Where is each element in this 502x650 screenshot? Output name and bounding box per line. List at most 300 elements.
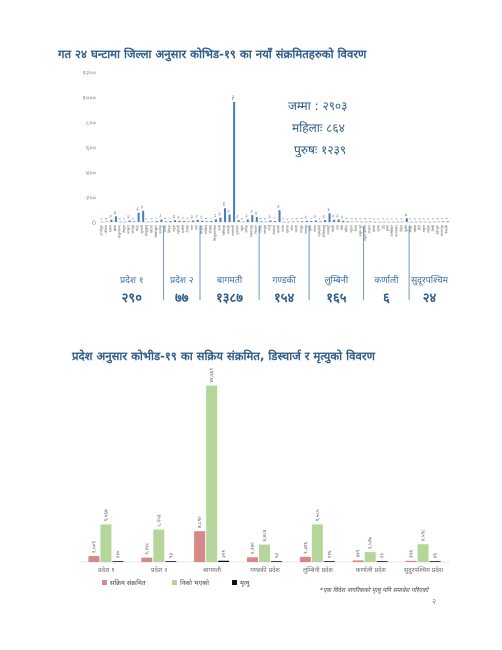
district-name-label: बारा (190, 225, 195, 230)
district-bar (438, 222, 440, 223)
province-name: लुम्बिनी (324, 276, 349, 286)
district-name-label: तेह्रथुम (122, 225, 126, 233)
status-bar (353, 560, 364, 562)
district-name-label: सप्तरी (162, 225, 167, 233)
summary-total: जम्मा : २९०३ (288, 99, 348, 113)
district-name-label: सुनसरी (140, 225, 145, 234)
district-bar (233, 102, 235, 222)
district-bar (392, 222, 394, 223)
district-bar (242, 222, 244, 223)
district-value-label: २ (422, 218, 426, 220)
district-value-label: २ (122, 218, 126, 220)
district-name-label: मोरङ (135, 225, 140, 232)
district-bar (369, 221, 371, 222)
legend-label: सक्रिय संक्रमित (110, 579, 146, 587)
district-bar (201, 221, 203, 222)
district-value-label: १० (176, 215, 181, 219)
district-value-label: ३ (417, 217, 422, 220)
district-name-label: भक्तपुर (226, 225, 231, 235)
district-name-label: रुकुम पूर्व (358, 225, 363, 237)
district-bar (129, 221, 131, 223)
district-bar (292, 221, 294, 222)
status-bar (153, 530, 164, 562)
district-name-label: सर्लाही (181, 225, 186, 233)
status-bar (112, 561, 123, 562)
district-name-label: कञ्चनपुर (440, 225, 445, 237)
province-name: प्रदेश १ (120, 276, 144, 286)
district-bar (360, 222, 362, 223)
district-value-label: ११० (222, 201, 226, 207)
district-name-label: रोल्पा (353, 225, 358, 232)
district-name-label: गोरखा (258, 225, 263, 233)
district-name-label: नवलपुर (303, 225, 308, 235)
status-bar (88, 556, 99, 562)
district-bar (274, 221, 276, 222)
province-name: सुदूरपश्चिम (411, 276, 449, 286)
district-value-label: १२ (190, 215, 195, 219)
district-bar (333, 220, 335, 222)
district-value-label: १२ (267, 215, 272, 219)
district-value-label: ८ (153, 217, 158, 219)
province-name: प्रदेश २ (170, 276, 194, 286)
district-name-label: उदयपुर (158, 225, 163, 234)
district-value-label: २ (281, 218, 286, 220)
district-bar (219, 218, 221, 222)
district-name-label: भोजपुर (131, 225, 136, 234)
district-bar (297, 222, 299, 223)
status-value-label: ३५६ (408, 550, 415, 558)
district-value-label: ३ (240, 217, 245, 220)
district-bar (351, 222, 353, 223)
district-name-label: स्याङ्जा (272, 225, 276, 235)
district-value-label: १ (385, 218, 390, 220)
district-value-label: २० (335, 214, 340, 218)
chart1-category-labels (99, 224, 448, 241)
district-value-label: २० (158, 214, 163, 218)
district-name-label: बझाङ (412, 225, 417, 233)
district-name-label: डोल्पा (372, 225, 376, 232)
district-name-label: सुर्खेत (403, 225, 408, 232)
district-bar (419, 222, 421, 223)
y-tick-label: १२०० (82, 69, 96, 77)
y-tick-label: १००० (82, 94, 96, 102)
district-name-label: रसुवा (240, 225, 245, 232)
district-name-label: संखुवासभा (117, 225, 122, 239)
district-name-label: अर्घाखाँची (317, 225, 322, 237)
district-name-label: दार्चुला (426, 225, 431, 233)
legend-swatch (232, 580, 237, 585)
district-value-label: २० (244, 214, 249, 218)
district-value-label: १२ (126, 215, 131, 219)
district-name-label: इलाम (108, 225, 113, 232)
province-total: १५४ (273, 291, 295, 306)
status-value-label: ११६ (326, 550, 333, 559)
district-name-label: दैलेख (399, 225, 404, 232)
district-name-label: धनुषा (172, 225, 176, 232)
district-value-label: १ (390, 218, 395, 220)
summary-male: पुरुषः १२३९ (294, 143, 347, 157)
province-status-chart (71, 349, 450, 594)
y-tick-label: ४०० (85, 169, 96, 177)
province-category-label: सुदुरपश्चिम प्रदेश (404, 567, 444, 574)
chart1-data-labels (99, 95, 448, 220)
district-bar (447, 221, 449, 222)
district-bar (251, 215, 253, 222)
province-total: ७७ (175, 291, 189, 306)
district-value-label: २ (399, 218, 404, 220)
status-bar (377, 561, 388, 562)
district-value-label: १ (426, 218, 431, 220)
district-bar (169, 221, 171, 222)
district-bar (347, 221, 349, 222)
status-bar (259, 545, 270, 562)
district-bar (315, 221, 317, 223)
chart1-province-totals (120, 226, 449, 306)
district-bar (388, 222, 390, 223)
status-value-label: ४४,६६९ (209, 367, 216, 383)
district-bar (338, 220, 340, 223)
province-name: बागमती (216, 276, 243, 286)
district-bar (247, 220, 249, 223)
status-value-label: ४४९ (355, 549, 362, 558)
district-bar (410, 222, 412, 223)
status-bar (100, 524, 111, 562)
district-value-label: ७५ (135, 207, 140, 211)
district-value-label: ६ (203, 217, 208, 220)
summary-female: महिलाः ८६४ (292, 121, 345, 135)
district-bar (269, 221, 271, 223)
district-name-label: खोटाङ (149, 225, 154, 234)
province-category-label: प्रदेश २ (151, 567, 168, 574)
district-value-label: ३ (362, 217, 367, 220)
district-name-label: ललितपुर (222, 225, 226, 236)
district-name-label: ओखलढुंगा (153, 225, 158, 238)
province-total: २४ (422, 291, 437, 306)
district-name-label: झापा (112, 225, 117, 232)
district-name-label: कास्की (276, 225, 281, 234)
district-name-label: काभ्रे (217, 225, 222, 231)
district-name-label: बैतडी (431, 225, 436, 232)
district-bar (260, 221, 262, 222)
district-name-label: बाँके (340, 225, 345, 231)
status-bar (271, 561, 282, 562)
district-name-label: लमजुङ (262, 225, 267, 234)
status-value-label: ८,२५३ (156, 514, 163, 527)
district-bar (310, 221, 312, 222)
status-value-label: ९३ (168, 552, 175, 559)
district-value-label: १० (303, 215, 308, 219)
district-bar (101, 222, 103, 223)
district-bar (301, 221, 303, 222)
district-name-label: प्युठान (349, 225, 354, 233)
district-name-label: मनाङ (281, 225, 286, 232)
status-bar (365, 552, 376, 562)
district-name-label: सिन्धुपाल्चोक (212, 225, 217, 241)
legend-label: मृत्यु (240, 579, 250, 587)
status-value-label: १,२४० (250, 542, 256, 555)
y-tick-label: 0 (91, 219, 96, 227)
province-name: गण्डकी (272, 276, 296, 286)
chart2-title: प्रदेश अनुसार कोभीड-१९ का सक्रिय संक्रमित, डिस्चार्ज र मृत्युको विवरण (72, 349, 375, 363)
district-value-label: ५ (290, 217, 295, 220)
district-name-label: रामेछाप (203, 225, 208, 235)
district-value-label: ६ (299, 217, 304, 220)
district-value-label: ४ (294, 217, 299, 220)
district-name-label: कैलाली (444, 225, 449, 234)
district-value-label: ४ (103, 217, 108, 220)
district-value-label: १५ (322, 214, 326, 219)
district-value-label: २ (144, 218, 149, 220)
chart1-y-axis (82, 69, 450, 227)
district-value-label: ४ (435, 217, 440, 220)
district-name-label: गुल्मी (308, 225, 313, 232)
district-bar (424, 222, 426, 223)
district-bar (429, 222, 431, 223)
district-value-label: १४ (172, 214, 176, 219)
district-value-label: २ (381, 218, 386, 220)
district-value-label: ८ (208, 217, 213, 219)
district-bar (106, 222, 108, 223)
district-value-label: ३ (117, 217, 122, 220)
district-name-label: पाल्पा (312, 225, 317, 232)
status-value-label: ३२१ (221, 549, 228, 558)
status-bar (247, 557, 258, 562)
status-bar (430, 561, 441, 562)
district-bar (151, 222, 153, 223)
district-value-label: १ (376, 218, 381, 220)
district-bar (365, 222, 367, 223)
district-bar (342, 221, 344, 222)
district-value-label: १ (412, 218, 417, 220)
district-value-label: १५ (235, 214, 240, 219)
district-value-label: ६ (344, 217, 349, 220)
status-value-label: ९,५८५ (314, 509, 321, 522)
district-value-label: १८ (331, 214, 336, 218)
district-value-label: २२ (212, 213, 217, 218)
district-bar (265, 222, 267, 223)
district-value-label: ४ (353, 217, 358, 220)
district-value-label: ३ (349, 217, 354, 220)
district-name-label: मुस्ताङ (285, 225, 290, 234)
district-name-label: रौतहट (185, 225, 190, 233)
district-value-label: २ (358, 218, 363, 220)
district-name-label: तनहुँ (267, 225, 272, 231)
district-bar (283, 222, 285, 223)
district-bar (374, 222, 376, 223)
district-bar (442, 221, 444, 222)
district-value-label: ७० (326, 207, 331, 212)
district-name-label: मकवानपुर (249, 224, 254, 238)
district-bar (138, 213, 140, 222)
district-bar (119, 222, 121, 223)
district-value-label: १ (372, 218, 376, 220)
district-value-label: २ (408, 218, 413, 220)
legend-label: निको भएको (180, 579, 209, 587)
district-name-label: धादिङ (244, 225, 249, 233)
district-name-label: म्याग्दी (294, 225, 299, 233)
province-total: १६५ (326, 291, 347, 306)
district-value-label: ४० (253, 211, 258, 215)
status-value-label: १,५०९ (91, 541, 98, 554)
district-bar (215, 219, 217, 222)
district-bar (147, 222, 149, 223)
district-name-label: जाजरकोट (394, 225, 399, 238)
page-number: २ (432, 597, 437, 606)
district-bar (210, 221, 212, 222)
district-value-label: २ (431, 218, 436, 220)
district-name-label: रुपन्देही (326, 225, 331, 235)
district-bar (188, 221, 190, 222)
legend-swatch (102, 580, 107, 585)
district-value-label: ६० (226, 209, 231, 213)
status-value-label: ४,४८४ (262, 529, 268, 542)
district-name-label: काठमाडौं (231, 225, 236, 236)
status-value-label: १,१४८ (144, 542, 151, 555)
chart2-category-labels (98, 566, 444, 574)
district-value-label: ३५ (217, 212, 222, 216)
district-name-label: बाजुरा (408, 225, 413, 233)
district-value-label: ३० (403, 212, 408, 217)
status-value-label: २१ (379, 552, 386, 559)
province-category-label: कर्णाली प्रदेश (355, 567, 386, 574)
district-value-label: ४५ (112, 211, 117, 215)
status-bar (165, 561, 176, 562)
district-value-label: १० (199, 215, 204, 219)
status-bar (312, 524, 323, 562)
district-bar (433, 222, 435, 223)
chart1-bars (101, 102, 449, 222)
legend-swatch (172, 580, 177, 585)
status-value-label: ९,५६७ (103, 509, 110, 522)
province-name: कर्णाली (374, 276, 399, 286)
district-name-label: सोलुखुम्बु (144, 225, 149, 236)
district-value-label: ५ (317, 217, 322, 220)
district-name-label: बर्दिया (344, 225, 349, 233)
district-name-label: मुगु (381, 225, 386, 229)
chart2-legend (102, 579, 251, 587)
district-value-label: २ (394, 218, 399, 220)
district-value-label: ६ (258, 217, 263, 220)
status-bar (206, 386, 217, 562)
district-value-label: ५ (367, 217, 372, 220)
chart1-summary-box (288, 99, 347, 158)
district-name-label: महोत्तरी (176, 225, 181, 235)
status-value-label: ११० (115, 550, 122, 559)
province-category-label: गण्डकी प्रदेश (250, 567, 280, 574)
district-value-label: ९ (181, 217, 186, 219)
province-category-label: प्रदेश १ (98, 567, 115, 574)
y-tick-label: २०० (85, 194, 96, 202)
district-bar (133, 221, 135, 222)
district-bar (206, 221, 208, 222)
district-name-label: रुकुम पश्चिम (362, 225, 367, 241)
district-bar (183, 221, 185, 222)
province-category-label: बागमती (203, 567, 222, 574)
district-bar (383, 222, 385, 223)
status-value-label: ५३ (274, 552, 280, 559)
district-value-label: ६ (444, 217, 449, 220)
district-bar (156, 221, 158, 222)
district-value-label: ८ (272, 217, 276, 219)
district-bar (197, 220, 199, 222)
province-category-label: लुम्बिनी प्रदेश (302, 567, 333, 574)
district-bar (179, 221, 181, 222)
district-bar (165, 221, 167, 222)
district-bar (356, 222, 358, 223)
district-bar (397, 222, 399, 223)
status-bar (141, 558, 152, 562)
district-bar (229, 215, 231, 223)
district-bar (192, 221, 194, 223)
status-bar (218, 561, 229, 562)
district-value-label: ५ (131, 217, 136, 220)
district-value-label: १८ (194, 214, 199, 218)
district-bar (288, 222, 290, 223)
district-name-label: बाग्लुङ (299, 225, 304, 233)
district-value-label: १८ (108, 214, 113, 218)
status-value-label: ४,५९८ (420, 529, 427, 542)
status-value-label: ७,८९० (197, 516, 204, 529)
district-name-label: सिराहा (167, 225, 172, 233)
district-name-label: सल्यान (367, 225, 372, 234)
district-value-label: ९० (140, 205, 145, 209)
district-name-label: जुम्ला (376, 225, 381, 232)
status-bar (418, 544, 429, 562)
district-new-cases-chart (57, 47, 450, 306)
district-name-label: परासी (331, 225, 336, 233)
district-name-label: हुम्ला (385, 225, 390, 231)
district-bar (110, 220, 112, 222)
district-name-label: पाँचथर (103, 225, 108, 234)
status-bar (300, 557, 311, 562)
district-bar (319, 221, 321, 222)
district-value-label: ८ (167, 217, 172, 219)
status-value-label: १,३४६ (302, 541, 309, 554)
district-value-label: ४ (262, 217, 267, 220)
district-value-label: ५५ (249, 209, 254, 214)
district-name-label: दाङ (335, 225, 340, 230)
y-tick-label: ८०० (85, 119, 96, 127)
district-name-label: ताप्लेजुङ (99, 225, 104, 236)
province-total: २९० (121, 291, 142, 306)
district-name-label: डडेल्धुरा (435, 225, 440, 235)
district-bar (306, 221, 308, 222)
y-tick-label: ६०० (85, 144, 96, 152)
status-value-label: ४६ (432, 552, 439, 559)
district-name-label: धनकुटा (126, 225, 131, 234)
district-bar (124, 222, 126, 223)
district-value-label: ९५ (276, 204, 281, 209)
district-name-label: पर्सा (194, 225, 199, 230)
district-value-label: ९६० (231, 95, 236, 100)
district-value-label: ५ (440, 217, 445, 220)
district-value-label: ३ (149, 217, 154, 220)
district-name-label: दोलखा (208, 225, 213, 234)
province-total: १३८७ (216, 291, 244, 306)
status-bar (324, 561, 335, 562)
district-value-label: ८ (308, 217, 313, 219)
district-bar (415, 222, 417, 223)
district-name-label: सिन्धुली (199, 225, 204, 235)
district-bar (379, 222, 381, 223)
district-bar (401, 222, 403, 223)
chart1-title: गत २४ घन्टामा जिल्ला अनुसार कोभिड-१९ का नयाँ संक्रमितहरुको विवरण (58, 47, 367, 61)
district-name-label: कालिकोट (390, 225, 395, 237)
district-name-label: डोटी (417, 225, 422, 231)
district-name-label: अछाम (422, 225, 426, 233)
district-name-label: कपिलवस्तु (322, 225, 326, 238)
district-value-label: ५ (185, 217, 190, 220)
